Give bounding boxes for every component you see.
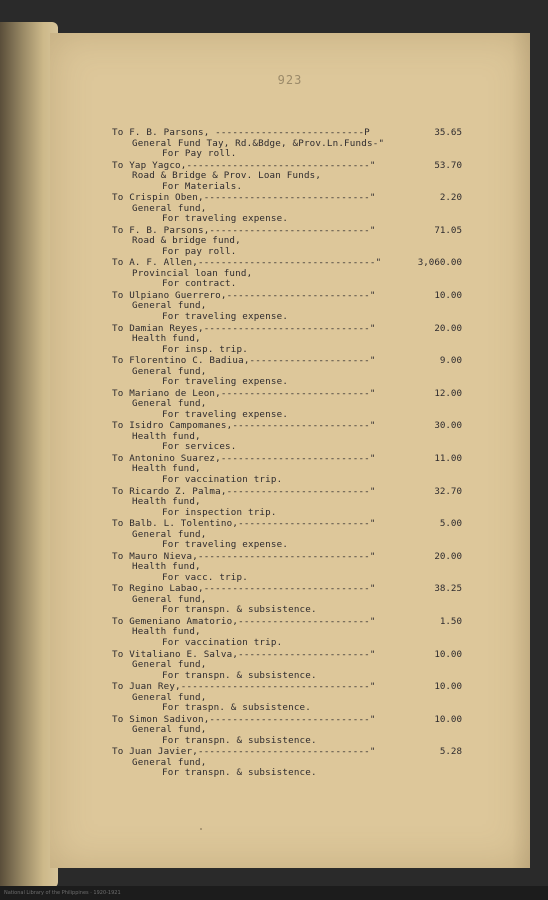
ledger-entry — [50, 519, 530, 552]
ledger-entry — [50, 487, 530, 520]
entry-payee: To A. F. Allen,-------------------------------" — [112, 257, 382, 269]
page-number: 923 — [277, 73, 303, 87]
entry-fund: General fund, — [132, 724, 207, 736]
entry-fund: Health fund, — [132, 333, 201, 345]
page-mark — [200, 828, 202, 830]
entry-purpose: For pay roll. — [162, 245, 237, 257]
entry-amount: 53.70 — [434, 159, 462, 171]
entry-amount: 30.00 — [434, 420, 462, 432]
entry-amount: 12.00 — [434, 387, 462, 399]
entry-fund: Road & Bridge & Prov. Loan Funds, — [132, 170, 322, 182]
entry-amount: 11.00 — [434, 452, 462, 464]
entry-purpose: For traveling expense. — [162, 310, 289, 322]
scan-footer: National Library of the Philippines · 1920-1921 — [0, 886, 548, 900]
ledger-entry — [50, 389, 530, 422]
entry-amount: 35.65 — [434, 127, 462, 138]
entry-payee: To Vitaliano E. Salva,-----------------------" — [112, 648, 376, 660]
entry-payee: To Juan Rey,---------------------------------" — [112, 681, 376, 693]
entry-payee: To Antonino Suarez,--------------------------" — [112, 452, 376, 464]
ledger-entry — [50, 617, 530, 650]
entry-amount: 3,060.00 — [417, 257, 462, 269]
entry-purpose: For traspn. & subsistence. — [162, 702, 312, 714]
entry-fund: Health fund, — [132, 463, 201, 475]
entry-fund: Road & bridge fund, — [132, 235, 241, 247]
entry-amount: 32.70 — [434, 485, 462, 497]
ledger-entry — [50, 650, 530, 683]
ledger-entry — [50, 747, 530, 780]
entry-purpose: For transpn. & subsistence. — [162, 604, 317, 616]
ledger-entry — [50, 226, 530, 259]
entry-purpose: For vaccination trip. — [162, 473, 283, 485]
entry-payee: To Mauro Nieva,------------------------------" — [112, 550, 376, 562]
entry-fund: General fund, — [132, 300, 207, 312]
entry-purpose: For contract. — [162, 278, 237, 290]
entry-amount: 20.00 — [434, 322, 462, 334]
ledger-entry — [50, 128, 530, 161]
entry-purpose: For Materials. — [162, 180, 243, 192]
ledger-page — [50, 33, 530, 868]
entry-purpose: For traveling expense. — [162, 408, 289, 420]
entry-payee: To Isidro Campomanes,------------------------" — [112, 420, 376, 432]
entry-purpose: For inspection trip. — [162, 506, 277, 518]
entry-amount: 2.20 — [439, 192, 462, 204]
entry-purpose: For insp. trip. — [162, 343, 248, 355]
entry-amount: 10.00 — [434, 681, 462, 693]
entry-payee: To Crispin Oben,-----------------------------" — [112, 192, 376, 204]
ledger-entry — [50, 421, 530, 454]
entry-payee: To Juan Javier,------------------------------" — [112, 746, 376, 758]
entry-payee: To Mariano de Leon,--------------------------" — [112, 387, 376, 399]
entry-amount: 1.50 — [439, 615, 462, 627]
entry-payee: To Simon Sadivon,----------------------------" — [112, 713, 376, 725]
entry-fund: Health fund, — [132, 496, 201, 508]
ledger-entry — [50, 356, 530, 389]
entry-amount: 5.28 — [439, 746, 462, 758]
entry-purpose: For services. — [162, 441, 237, 453]
entry-fund: General fund, — [132, 691, 207, 703]
entry-fund: General fund, — [132, 528, 207, 540]
ledger-entry — [50, 454, 530, 487]
entry-fund: General fund, — [132, 756, 207, 768]
entry-payee: To Florentino C. Badiua,---------------------" — [112, 355, 376, 367]
ledger-entries — [50, 128, 530, 780]
entry-payee: To Damian Reyes,-----------------------------" — [112, 322, 376, 334]
entry-purpose: For traveling expense. — [162, 213, 289, 225]
entry-fund: General fund, — [132, 659, 207, 670]
entry-payee: To F. B. Parsons, --------------------------P — [112, 127, 370, 138]
entry-fund: General Fund Tay, Rd.&Bdge, &Prov.Ln.Funds-" — [132, 137, 385, 149]
entry-purpose: For vaccination trip. — [162, 636, 283, 648]
ledger-entry — [50, 291, 530, 324]
entry-purpose: For transpn. & subsistence. — [162, 669, 317, 681]
entry-fund: Provincial loan fund, — [132, 267, 253, 279]
entry-payee: To Ricardo Z. Palma,-------------------------" — [112, 485, 376, 497]
entry-purpose: For Pay roll. — [162, 148, 237, 159]
entry-amount: 20.00 — [434, 550, 462, 562]
entry-fund: General fund, — [132, 365, 207, 377]
entry-fund: General fund, — [132, 593, 207, 605]
entry-fund: Health fund, — [132, 430, 201, 442]
ledger-entry — [50, 193, 530, 226]
entry-fund: General fund, — [132, 398, 207, 410]
entry-payee: To F. B. Parsons,----------------------------" — [112, 224, 376, 236]
entry-payee: To Yap Yagco,--------------------------------" — [112, 159, 376, 171]
entry-amount: 5.00 — [439, 518, 462, 530]
entry-purpose: For vacc. trip. — [162, 571, 248, 583]
ledger-entry — [50, 584, 530, 617]
ledger-entry — [50, 258, 530, 291]
entry-amount: 10.00 — [434, 648, 462, 660]
entry-purpose: For traveling expense. — [162, 539, 289, 551]
entry-fund: Health fund, — [132, 626, 201, 638]
entry-amount: 38.25 — [434, 583, 462, 595]
entry-amount: 10.00 — [434, 713, 462, 725]
entry-purpose: For transpn. & subsistence. — [162, 734, 317, 746]
entry-fund: Health fund, — [132, 561, 201, 573]
ledger-entry — [50, 161, 530, 194]
ledger-entry — [50, 324, 530, 357]
entry-payee: To Balb. L. Tolentino,-----------------------" — [112, 518, 376, 530]
entry-amount: 9.00 — [439, 355, 462, 367]
entry-purpose: For transpn. & subsistence. — [162, 767, 317, 779]
entry-payee: To Ulpiano Guerrero,-------------------------" — [112, 289, 376, 301]
ledger-entry — [50, 682, 530, 715]
ledger-entry — [50, 552, 530, 585]
entry-amount: 71.05 — [434, 224, 462, 236]
entry-purpose: For traveling expense. — [162, 376, 289, 388]
entry-amount: 10.00 — [434, 289, 462, 301]
entry-payee: To Gemeniano Amatorio,-----------------------" — [112, 615, 376, 627]
ledger-entry — [50, 715, 530, 748]
entry-fund: General fund, — [132, 202, 207, 214]
entry-payee: To Regino Labao,-----------------------------" — [112, 583, 376, 595]
